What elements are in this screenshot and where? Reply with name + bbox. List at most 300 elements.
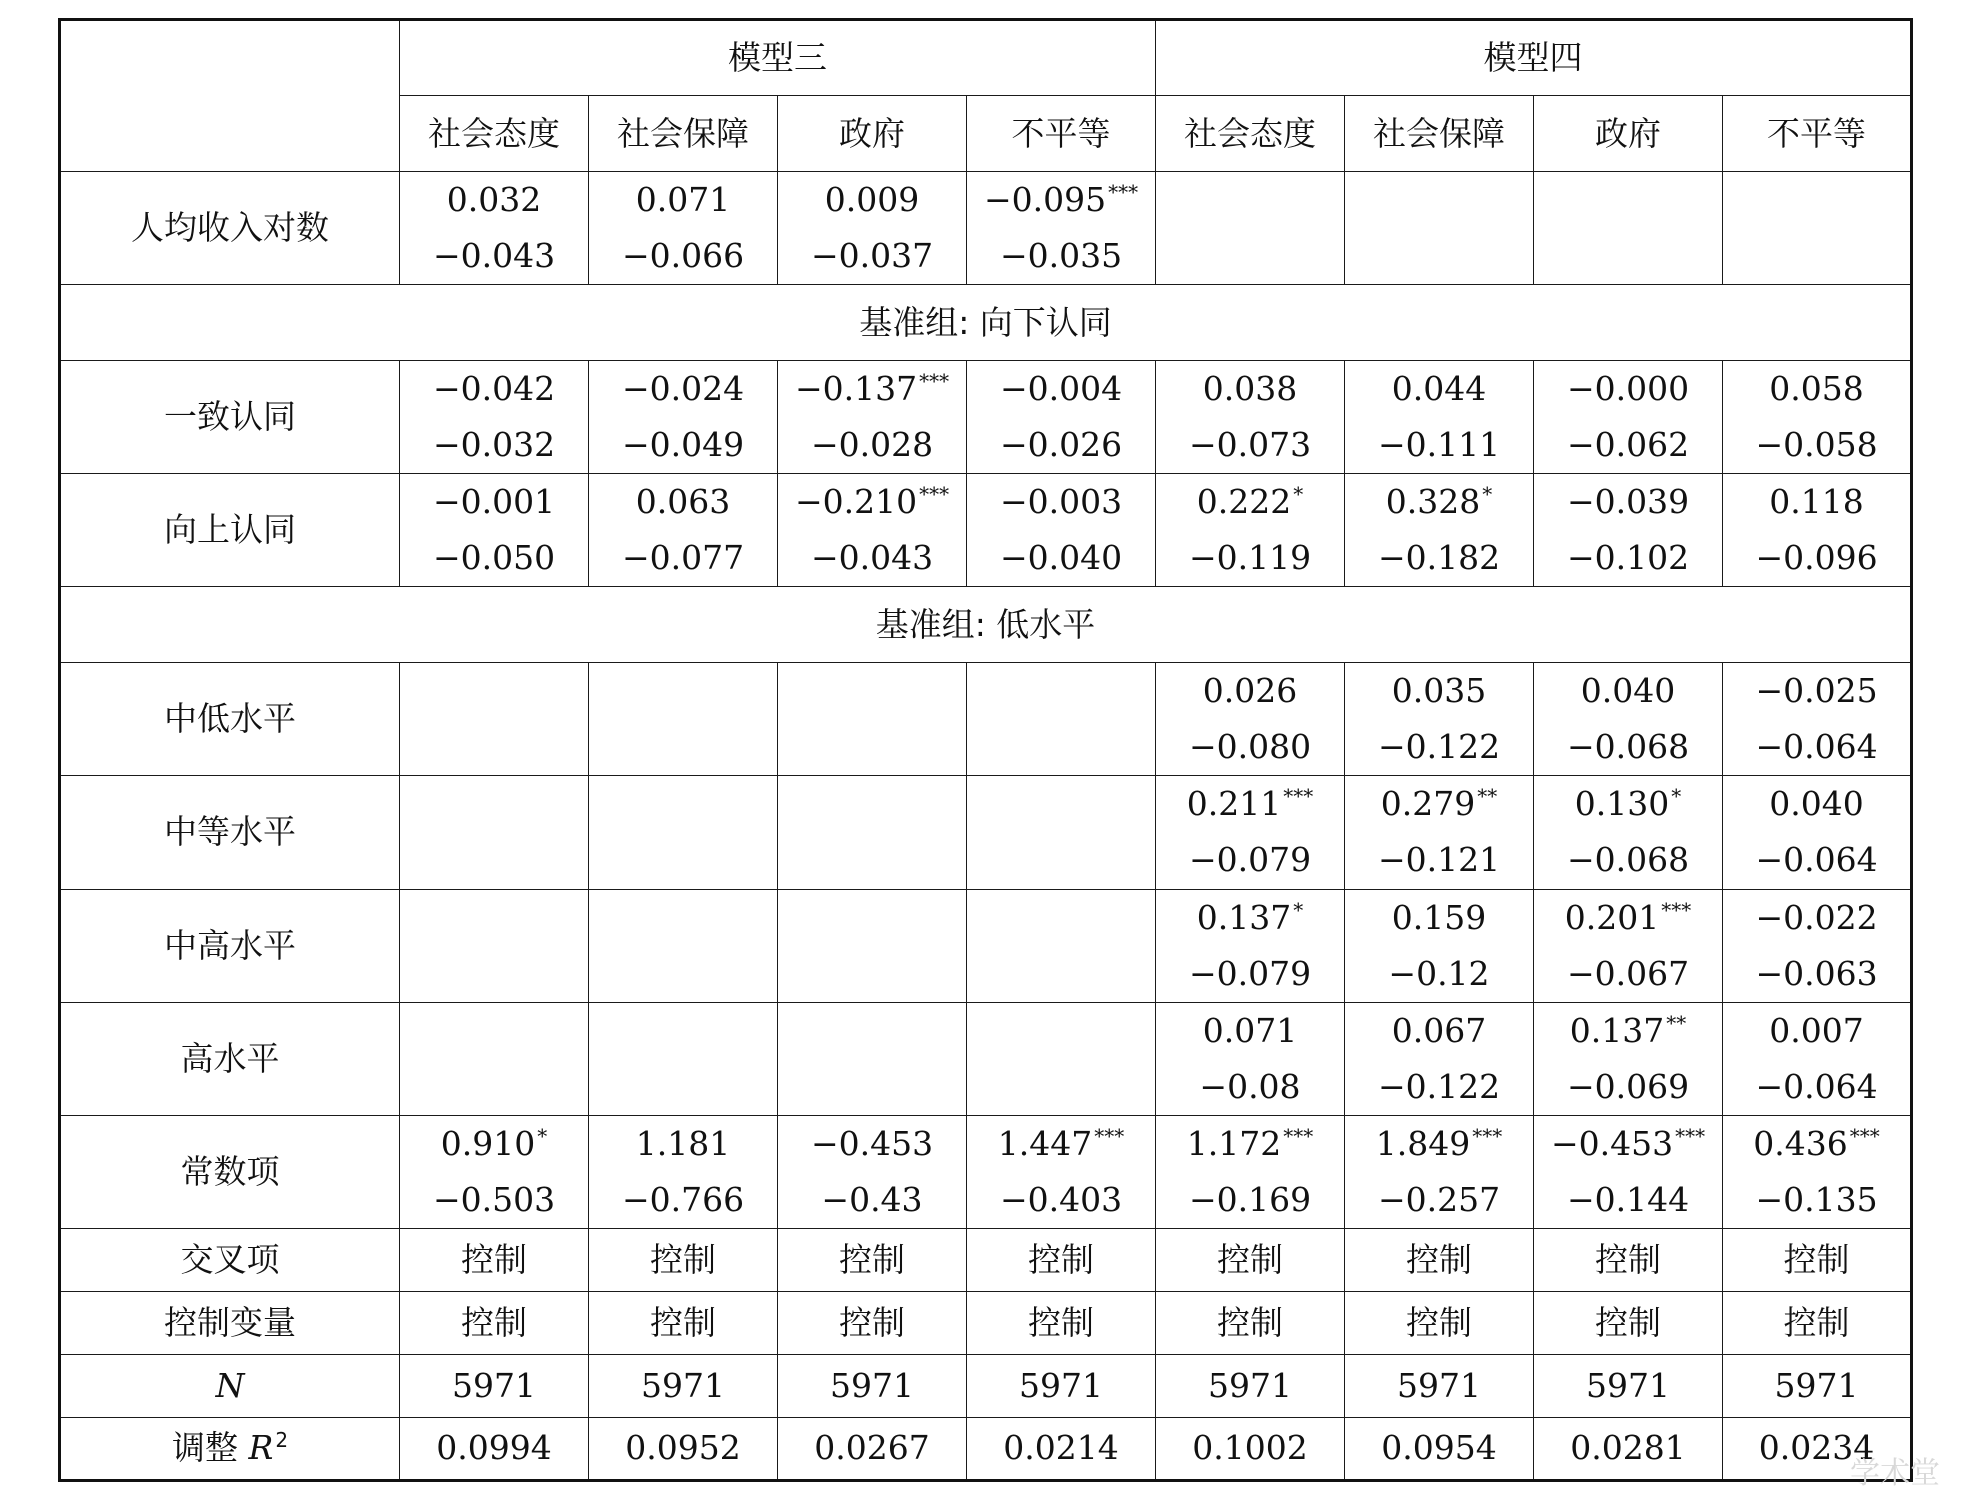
table-row	[60, 1417, 1912, 1480]
table-cell	[1156, 776, 1345, 889]
coef-value: −0.210	[794, 482, 918, 522]
header-col: 不平等	[1723, 96, 1912, 172]
header-model-3: 模型三	[400, 20, 1156, 96]
table-cell: 控制	[1723, 1228, 1912, 1291]
row-label	[60, 1115, 400, 1228]
coef-value: 0.007	[1769, 1010, 1864, 1050]
row-label	[60, 361, 400, 474]
standard-error: −0.035	[999, 236, 1123, 276]
table-cell: 控制	[1156, 1291, 1345, 1354]
table-cell	[967, 172, 1156, 285]
coef-value: 0.118	[1769, 482, 1864, 522]
table-cell	[400, 474, 589, 587]
row-label	[60, 889, 400, 1002]
coefficient	[1156, 474, 1344, 530]
coefficient	[589, 1116, 777, 1172]
coef-value: 1.172	[1186, 1123, 1282, 1163]
coef-value: −0.453	[810, 1123, 934, 1163]
coef-value: 0.026	[1202, 671, 1298, 711]
coef-value: −0.039	[1566, 482, 1690, 522]
row-label-text: N	[215, 1365, 245, 1405]
standard-error: −0.064	[1755, 840, 1878, 880]
table-cell	[1156, 663, 1345, 776]
coefficient	[967, 1116, 1155, 1172]
row-label-text: 中高水平	[164, 925, 296, 965]
table-cell	[1534, 889, 1723, 1002]
table-cell: 控制	[1723, 1291, 1912, 1354]
coef-value: 0.040	[1580, 671, 1676, 711]
row-label-text: 交叉项	[180, 1239, 280, 1279]
row-label-var: R	[248, 1428, 274, 1468]
standard-error: −0.182	[1377, 538, 1501, 578]
table-cell	[778, 663, 967, 776]
table-cell	[1345, 1002, 1534, 1115]
coef-value: 1.849	[1375, 1123, 1471, 1163]
significance-stars: ***	[1094, 1123, 1125, 1148]
table-cell	[1345, 1115, 1534, 1228]
header-col: 社会保障	[589, 96, 778, 172]
table-cell	[1156, 1002, 1345, 1115]
table-cell	[1723, 172, 1912, 285]
row-label-text: 高水平	[180, 1038, 280, 1078]
coefficient	[589, 474, 777, 530]
coef-value: 0.058	[1769, 369, 1864, 409]
table-cell	[778, 474, 967, 587]
table-row	[60, 285, 1912, 361]
table-cell	[778, 172, 967, 285]
coefficient	[1723, 1116, 1910, 1172]
coefficient	[1723, 663, 1910, 719]
coefficient	[400, 172, 588, 228]
coef-value: 0.137	[1569, 1010, 1665, 1050]
table-cell	[778, 1115, 967, 1228]
table-row	[60, 172, 1912, 285]
table-cell	[400, 663, 589, 776]
header-col: 政府	[1534, 96, 1723, 172]
table-cell	[1156, 361, 1345, 474]
header-col: 社会态度	[400, 96, 589, 172]
coefficient	[1534, 1003, 1722, 1059]
coefficient	[778, 1116, 966, 1172]
table-cell: 控制	[589, 1228, 778, 1291]
row-label-text: 常数项	[180, 1151, 280, 1191]
significance-stars: **	[1666, 1010, 1687, 1035]
significance-stars: *	[1293, 482, 1304, 507]
standard-error: −0.122	[1377, 727, 1501, 767]
table-cell	[589, 1002, 778, 1115]
table-row	[60, 1002, 1912, 1115]
table-row	[60, 663, 1912, 776]
coef-value: 0.032	[446, 180, 542, 220]
table-cell	[589, 889, 778, 1002]
standard-error: −0.111	[1377, 425, 1501, 465]
standard-error: −0.063	[1755, 953, 1878, 993]
coef-value: −0.004	[999, 369, 1123, 409]
row-label	[60, 776, 400, 889]
table-cell	[967, 1002, 1156, 1115]
row-label-text: 中等水平	[164, 812, 296, 852]
row-label-text: 一致认同	[164, 397, 296, 437]
coefficient	[778, 474, 966, 530]
coefficient	[778, 172, 966, 228]
standard-error: −0.102	[1566, 538, 1690, 578]
coefficient	[1156, 776, 1344, 832]
coefficient	[1534, 776, 1722, 832]
coefficient	[1534, 890, 1722, 946]
table-cell	[1156, 889, 1345, 1002]
coefficient	[1534, 361, 1722, 417]
coefficient	[1723, 1003, 1910, 1059]
standard-error: −0.073	[1188, 425, 1312, 465]
coefficient	[589, 361, 777, 417]
table-cell	[967, 776, 1156, 889]
standard-error: −0.121	[1377, 840, 1501, 880]
significance-stars: *	[1482, 482, 1493, 507]
standard-error: −0.503	[432, 1179, 556, 1219]
row-label	[60, 1228, 400, 1291]
standard-error: −0.043	[432, 236, 556, 276]
table-cell	[400, 889, 589, 1002]
coefficient	[1345, 1003, 1533, 1059]
table-cell: 控制	[589, 1291, 778, 1354]
table-cell	[778, 776, 967, 889]
coef-value: −0.025	[1755, 671, 1878, 711]
row-label-text: 人均收入对数	[131, 208, 329, 248]
standard-error: −0.079	[1188, 953, 1312, 993]
coefficient	[1345, 890, 1533, 946]
header-col: 不平等	[967, 96, 1156, 172]
standard-error: −0.12	[1388, 953, 1490, 993]
watermark: 学术堂	[1850, 1456, 1940, 1491]
table-cell	[967, 474, 1156, 587]
table-cell	[1345, 663, 1534, 776]
table-row	[60, 361, 1912, 474]
significance-stars: ***	[919, 369, 950, 394]
table-cell: 0.0267	[778, 1417, 967, 1480]
standard-error: −0.08	[1199, 1066, 1301, 1106]
standard-error: −0.403	[999, 1179, 1123, 1219]
table-cell	[1345, 172, 1534, 285]
standard-error: −0.135	[1755, 1179, 1878, 1219]
table-row	[60, 1115, 1912, 1228]
coef-value: −0.453	[1550, 1123, 1674, 1163]
coef-value: 0.328	[1385, 482, 1481, 522]
coefficient	[1723, 890, 1910, 946]
row-label	[60, 1002, 400, 1115]
table-cell	[1723, 1115, 1912, 1228]
table-cell	[1723, 1002, 1912, 1115]
coef-value: 1.181	[635, 1123, 731, 1163]
coefficient	[1156, 663, 1344, 719]
coef-value: 0.067	[1391, 1010, 1487, 1050]
table-cell: 控制	[1534, 1228, 1723, 1291]
coef-value: −0.000	[1566, 369, 1690, 409]
table-cell	[1534, 1002, 1723, 1115]
table-row	[60, 889, 1912, 1002]
table-cell	[1723, 361, 1912, 474]
coefficient	[400, 1116, 588, 1172]
coefficient	[1534, 1116, 1722, 1172]
coefficient	[1345, 361, 1533, 417]
significance-stars: *	[1671, 784, 1682, 809]
table-cell	[400, 1115, 589, 1228]
table-cell: 5971	[1723, 1354, 1912, 1417]
table-row	[60, 474, 1912, 587]
significance-stars: *	[1293, 897, 1304, 922]
coefficient	[400, 361, 588, 417]
table-cell	[1534, 1115, 1723, 1228]
significance-stars: ***	[1108, 180, 1139, 205]
table-cell: 控制	[400, 1228, 589, 1291]
table-cell: 控制	[778, 1291, 967, 1354]
coef-value: 0.159	[1391, 897, 1487, 937]
coefficient	[1723, 776, 1910, 832]
table-cell	[400, 1002, 589, 1115]
standard-error: −0.257	[1377, 1179, 1501, 1219]
table-cell	[589, 1115, 778, 1228]
coef-value: 0.222	[1196, 482, 1292, 522]
standard-error: −0.064	[1755, 1066, 1878, 1106]
table-cell	[1345, 889, 1534, 1002]
significance-stars: ***	[1661, 897, 1692, 922]
table-cell	[1723, 889, 1912, 1002]
coefficient	[1345, 474, 1533, 530]
header-corner	[60, 20, 400, 172]
table-row	[60, 1228, 1912, 1291]
coefficient	[1156, 1003, 1344, 1059]
table-cell	[1345, 776, 1534, 889]
significance-stars: ***	[1849, 1123, 1880, 1148]
table-cell	[1534, 776, 1723, 889]
standard-error: −0.119	[1188, 538, 1312, 578]
row-label	[60, 1291, 400, 1354]
row-label	[60, 1417, 400, 1480]
coef-value: 0.071	[1202, 1010, 1298, 1050]
coefficient	[1345, 663, 1533, 719]
table-cell: 5971	[1534, 1354, 1723, 1417]
significance-stars: ***	[1472, 1123, 1503, 1148]
coef-value: 0.038	[1202, 369, 1298, 409]
row-label-text: 向上认同	[164, 510, 296, 550]
table-cell: 0.1002	[1156, 1417, 1345, 1480]
table-cell	[1534, 474, 1723, 587]
coef-value: 0.040	[1769, 784, 1864, 824]
coef-value: −0.042	[432, 369, 556, 409]
table-cell	[589, 776, 778, 889]
standard-error: −0.067	[1566, 953, 1690, 993]
row-label-text: 中低水平	[164, 699, 296, 739]
table-cell: 0.0281	[1534, 1417, 1723, 1480]
standard-error: −0.080	[1188, 727, 1312, 767]
coefficient	[1723, 474, 1910, 530]
standard-error: −0.43	[821, 1179, 923, 1219]
standard-error: −0.096	[1755, 538, 1878, 578]
coefficient	[1156, 890, 1344, 946]
table-cell	[967, 1115, 1156, 1228]
table-cell: 5971	[1156, 1354, 1345, 1417]
table-cell	[589, 172, 778, 285]
coef-value: −0.024	[621, 369, 745, 409]
standard-error: −0.169	[1188, 1179, 1312, 1219]
group-label: 基准组: 低水平	[60, 587, 1912, 663]
table-cell	[1723, 474, 1912, 587]
table-row	[60, 587, 1912, 663]
table-cell: 0.0234	[1723, 1417, 1912, 1480]
table-cell: 0.0214	[967, 1417, 1156, 1480]
standard-error: −0.066	[621, 236, 745, 276]
coef-value: 0.279	[1380, 784, 1476, 824]
coef-value: −0.095	[983, 180, 1107, 220]
header-model-4: 模型四	[1156, 20, 1912, 96]
significance-stars: ***	[919, 482, 950, 507]
table-cell: 控制	[1345, 1228, 1534, 1291]
coef-value: 1.447	[997, 1123, 1093, 1163]
table-cell: 控制	[967, 1228, 1156, 1291]
significance-stars: ***	[1283, 1123, 1314, 1148]
coef-value: 0.035	[1391, 671, 1487, 711]
group-label: 基准组: 向下认同	[60, 285, 1912, 361]
coefficient	[778, 361, 966, 417]
coef-value: 0.211	[1186, 784, 1282, 824]
significance-stars: **	[1477, 784, 1498, 809]
coefficient	[1156, 1116, 1344, 1172]
standard-error: −0.040	[999, 538, 1123, 578]
table-cell: 5971	[589, 1354, 778, 1417]
row-label-text: 控制变量	[164, 1302, 296, 1342]
row-label	[60, 172, 400, 285]
header-row-models	[60, 20, 1912, 96]
coefficient	[1345, 776, 1533, 832]
standard-error: −0.079	[1188, 840, 1312, 880]
table-cell: 控制	[967, 1291, 1156, 1354]
table-cell	[1534, 663, 1723, 776]
coefficient	[1156, 361, 1344, 417]
table-row	[60, 776, 1912, 889]
table-cell: 控制	[1534, 1291, 1723, 1354]
table-row	[60, 1291, 1912, 1354]
table-cell	[589, 361, 778, 474]
significance-stars: ***	[1283, 784, 1314, 809]
table-cell	[778, 361, 967, 474]
standard-error: −0.037	[810, 236, 934, 276]
table-cell: 控制	[1345, 1291, 1534, 1354]
coef-value: 0.044	[1391, 369, 1487, 409]
coef-value: 0.201	[1564, 897, 1660, 937]
table-row	[60, 1354, 1912, 1417]
table-cell	[1534, 361, 1723, 474]
table-cell: 控制	[778, 1228, 967, 1291]
coefficient	[1534, 474, 1722, 530]
table-cell	[589, 663, 778, 776]
table-cell	[1534, 172, 1723, 285]
coef-value: −0.001	[432, 482, 556, 522]
standard-error: −0.058	[1755, 425, 1878, 465]
standard-error: −0.077	[621, 538, 745, 578]
coef-value: 0.071	[635, 180, 731, 220]
standard-error: −0.026	[999, 425, 1123, 465]
coef-value: 0.137	[1196, 897, 1292, 937]
standard-error: −0.064	[1755, 727, 1878, 767]
table-cell	[967, 889, 1156, 1002]
standard-error: −0.069	[1566, 1066, 1690, 1106]
standard-error: −0.766	[621, 1179, 745, 1219]
table-cell	[1156, 172, 1345, 285]
coefficient	[589, 172, 777, 228]
standard-error: −0.032	[432, 425, 556, 465]
table-cell: 控制	[400, 1291, 589, 1354]
table-cell: 5971	[1345, 1354, 1534, 1417]
table-cell	[1723, 776, 1912, 889]
header-col: 社会保障	[1345, 96, 1534, 172]
table-cell	[1156, 1115, 1345, 1228]
header-col: 政府	[778, 96, 967, 172]
coef-value: −0.022	[1755, 897, 1878, 937]
coefficient	[967, 361, 1155, 417]
table-cell	[778, 889, 967, 1002]
table-cell: 5971	[778, 1354, 967, 1417]
coef-value: 0.436	[1753, 1123, 1848, 1163]
table-cell: 5971	[400, 1354, 589, 1417]
table-cell	[400, 776, 589, 889]
standard-error: −0.062	[1566, 425, 1690, 465]
table-cell: 0.0952	[589, 1417, 778, 1480]
coefficient	[967, 474, 1155, 530]
row-label-text	[172, 1428, 288, 1467]
coef-value: −0.003	[999, 482, 1123, 522]
coefficient	[967, 172, 1155, 228]
standard-error: −0.043	[810, 538, 934, 578]
standard-error: −0.068	[1566, 840, 1690, 880]
coef-value: 0.063	[635, 482, 731, 522]
table-cell	[589, 474, 778, 587]
coef-value: 0.009	[824, 180, 920, 220]
coefficient	[1723, 361, 1910, 417]
significance-stars: *	[537, 1123, 548, 1148]
table-body	[60, 20, 1912, 1481]
table-cell	[1156, 474, 1345, 587]
row-label-sup: 2	[275, 1428, 289, 1453]
table-cell: 5971	[967, 1354, 1156, 1417]
row-label	[60, 474, 400, 587]
standard-error: −0.028	[810, 425, 934, 465]
coef-value: 0.130	[1574, 784, 1670, 824]
row-label-text: 调整	[171, 1428, 249, 1468]
row-label	[60, 1354, 400, 1417]
table-cell: 控制	[1156, 1228, 1345, 1291]
standard-error: −0.068	[1566, 727, 1690, 767]
table-cell	[967, 663, 1156, 776]
header-col: 社会态度	[1156, 96, 1345, 172]
significance-stars: ***	[1675, 1123, 1706, 1148]
coefficient	[400, 474, 588, 530]
table-cell	[967, 361, 1156, 474]
table-cell	[778, 1002, 967, 1115]
table-cell	[400, 172, 589, 285]
standard-error: −0.122	[1377, 1066, 1501, 1106]
table-cell	[400, 361, 589, 474]
coef-value: 0.910	[440, 1123, 536, 1163]
table-cell: 0.0954	[1345, 1417, 1534, 1480]
table-cell	[1345, 474, 1534, 587]
standard-error: −0.050	[432, 538, 556, 578]
coefficient	[1534, 663, 1722, 719]
standard-error: −0.144	[1566, 1179, 1690, 1219]
coef-value: −0.137	[794, 369, 918, 409]
regression-table	[58, 18, 1913, 1482]
table-cell	[1723, 663, 1912, 776]
standard-error: −0.049	[621, 425, 745, 465]
table-cell	[1345, 361, 1534, 474]
